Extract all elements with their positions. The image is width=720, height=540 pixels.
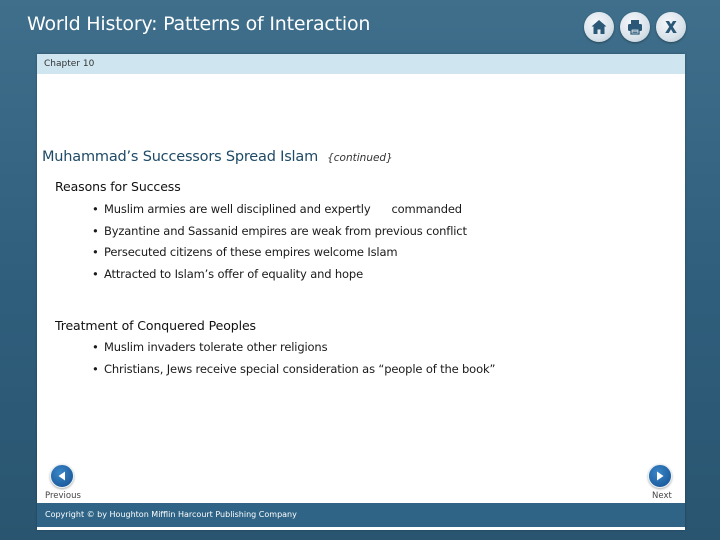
- previous-button[interactable]: [50, 464, 74, 488]
- print-button[interactable]: [620, 12, 650, 42]
- list-item: • Christians, Jews receive special consideration as “people of the book”: [92, 359, 495, 381]
- list-item: • Byzantine and Sassanid empires are weak from previous conflict: [92, 221, 467, 243]
- arrow-right-icon: [654, 470, 666, 482]
- slide-heading: [42, 146, 393, 165]
- chapter-bar: [37, 54, 685, 74]
- arrow-left-icon: [56, 470, 68, 482]
- copyright-text: Copyright © by Houghton Mifflin Harcourt Publishing Company: [45, 510, 297, 519]
- top-toolbar: [584, 12, 686, 42]
- slide-subtitle: {continued}: [327, 152, 393, 164]
- slide-panel: [37, 54, 685, 530]
- next-label[interactable]: Next: [652, 491, 672, 501]
- chapter-label: Chapter 10: [44, 59, 95, 69]
- section-heading-treatment: Treatment of Conquered Peoples: [55, 318, 256, 333]
- previous-label[interactable]: Previous: [45, 491, 81, 501]
- print-icon: [626, 18, 644, 36]
- footer-bar: [37, 503, 685, 527]
- next-button[interactable]: [648, 464, 672, 488]
- home-icon: [590, 18, 608, 36]
- close-icon: [662, 18, 680, 36]
- list-item: • Attracted to Islam’s offer of equality and hope: [92, 264, 467, 286]
- slide-title: Muhammad’s Successors Spread Islam: [42, 149, 318, 165]
- exit-button[interactable]: [656, 12, 686, 42]
- section-heading-reasons: Reasons for Success: [55, 179, 181, 194]
- home-button[interactable]: [584, 12, 614, 42]
- list-item: • Muslim invaders tolerate other religions: [92, 337, 495, 359]
- app-title: World History: Patterns of Interaction: [27, 13, 371, 35]
- bullet-list-treatment: [92, 337, 495, 380]
- list-item: • Persecuted citizens of these empires welcome Islam: [92, 242, 467, 264]
- list-item: • Muslim armies are well disciplined and expertly commanded: [92, 199, 467, 221]
- bullet-list-reasons: [92, 199, 467, 285]
